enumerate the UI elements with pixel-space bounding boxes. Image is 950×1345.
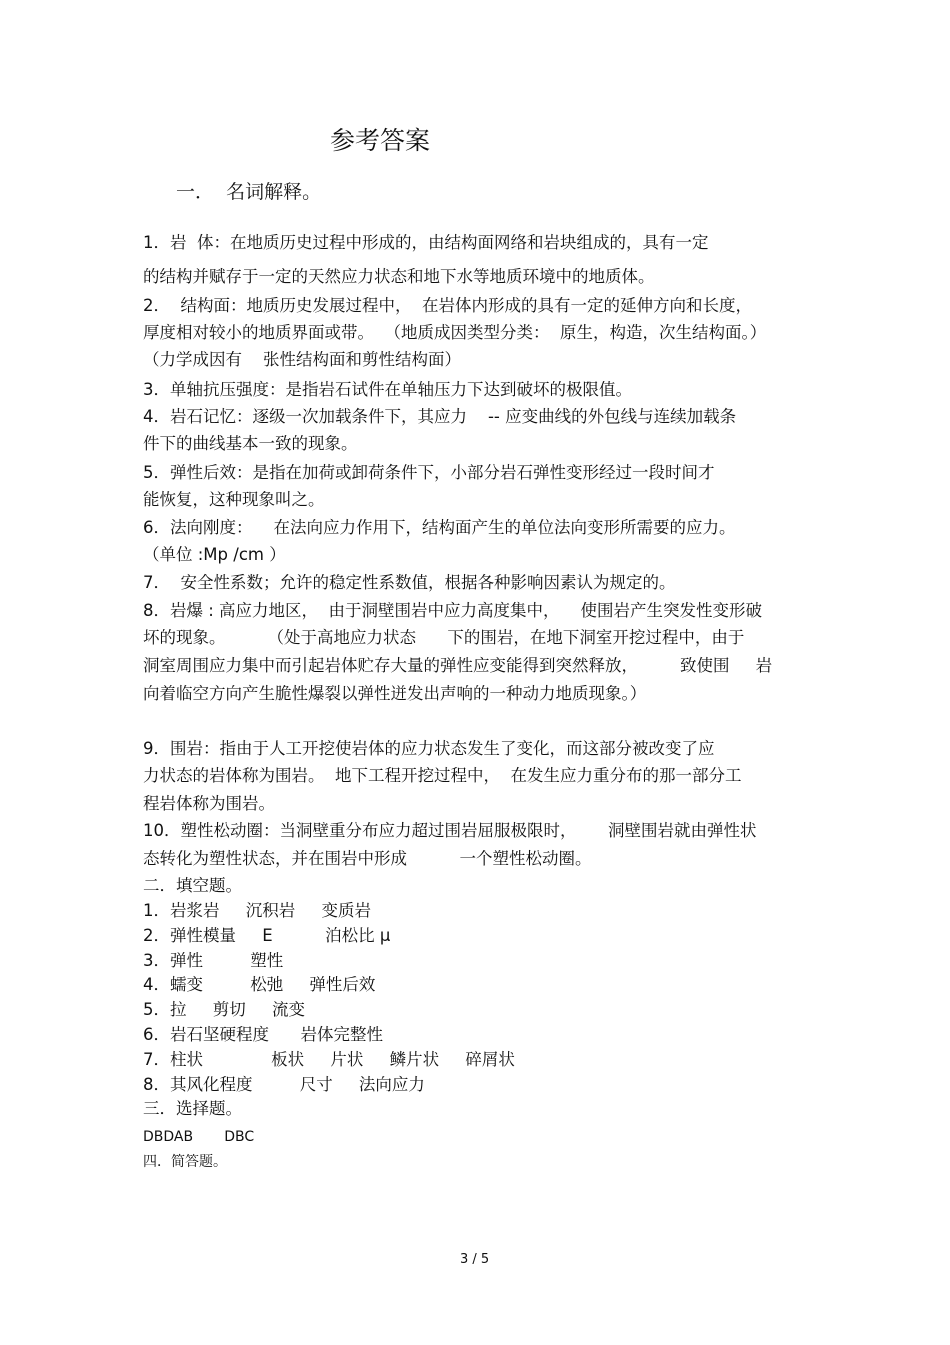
page-number: 3 / 5 bbox=[460, 1252, 490, 1267]
definition-line: 厚度相对较小的地质界面或带。 （地质成因类型分类： 原生，构造，次生结构面。） bbox=[143, 323, 767, 342]
definition-line: 力状态的岩体称为围岩。 地下工程开挖过程中， 在发生应力重分布的那一部分工 bbox=[143, 766, 742, 785]
definition-line: 能恢复，这种现象叫之。 bbox=[143, 490, 325, 509]
fill-blank-answer: 5．拉 剪切 流变 bbox=[143, 1000, 305, 1019]
definition-line: 件下的曲线基本一致的现象。 bbox=[143, 434, 358, 453]
definition-line: 7． 安全性系数；允许的稳定性系数值，根据各种影响因素认为规定的。 bbox=[143, 573, 676, 592]
page-title: 参考答案 bbox=[330, 126, 431, 155]
definition-line: 9．围岩：指由于人工开挖使岩体的应力状态发生了变化，而这部分被改变了应 bbox=[143, 739, 715, 758]
choice-answer: DBDAB DBC bbox=[143, 1129, 255, 1145]
definition-line: （力学成因有 张性结构面和剪性结构面） bbox=[143, 350, 461, 369]
fill-blank-answer: 3．弹性 塑性 bbox=[143, 951, 284, 970]
definition-line: 态转化为塑性状态，并在围岩中形成 一个塑性松动圈。 bbox=[143, 849, 592, 868]
definition-line: （单位 :Mp /cm ） bbox=[143, 545, 286, 564]
fill-blank-answer: 2．弹性模量 E 泊松比 μ bbox=[143, 926, 391, 945]
fill-blank-answer: 1．岩浆岩 沉积岩 变质岩 bbox=[143, 901, 371, 920]
definition-line: 4．岩石记忆：逐级一次加载条件下，其应力 -- 应变曲线的外包线与连续加载条 bbox=[143, 407, 737, 426]
definition-line: 8．岩爆 : 高应力地区， 由于洞壁围岩中应力高度集中， 使围岩产生突发性变形破 bbox=[143, 601, 763, 620]
definition-line: 2． 结构面：地质历史发展过程中， 在岩体内形成的具有一定的延伸方向和长度， bbox=[143, 296, 752, 315]
definition-line: 3．单轴抗压强度：是指岩石试件在单轴压力下达到破坏的极限值。 bbox=[143, 380, 632, 399]
definition-line: 5．弹性后效：是指在加荷或卸荷条件下，小部分岩石弹性变形经过一段时间才 bbox=[143, 463, 715, 482]
section-heading-short-answer: 四．简答题。 bbox=[143, 1154, 227, 1170]
fill-blank-answer: 6．岩石坚硬程度 岩体完整性 bbox=[143, 1025, 383, 1044]
definition-line: 的结构并赋存于一定的天然应力状态和地下水等地质环境中的地质体。 bbox=[143, 267, 655, 286]
fill-blank-answer: 8．其风化程度 尺寸 法向应力 bbox=[143, 1075, 425, 1094]
section-heading-definitions: 一． 名词解释。 bbox=[176, 181, 322, 203]
definition-line: 10．塑性松动圈：当洞壁重分布应力超过围岩屈服极限时， 洞壁围岩就由弹性状 bbox=[143, 821, 757, 840]
definition-line: 6．法向刚度： 在法向应力作用下，结构面产生的单位法向变形所需要的应力。 bbox=[143, 518, 736, 537]
definition-line: 程岩体称为围岩。 bbox=[143, 794, 275, 813]
section-heading-choice: 三．选择题。 bbox=[143, 1099, 242, 1118]
section-heading-fill-blanks: 二．填空题。 bbox=[143, 876, 242, 895]
definition-line: 洞室周围应力集中而引起岩体贮存大量的弹性应变能得到突然释放， 致使围 岩 bbox=[143, 656, 773, 675]
fill-blank-answer: 7．柱状 板状 片状 鳞片状 碎屑状 bbox=[143, 1050, 515, 1069]
definition-line: 坏的现象。 （处于高地应力状态 下的围岩，在地下洞室开挖过程中，由于 bbox=[143, 628, 745, 647]
definition-line: 向着临空方向产生脆性爆裂以弹性迸发出声响的一种动力地质现象。） bbox=[143, 684, 647, 703]
fill-blank-answer: 4．蠕变 松弛 弹性后效 bbox=[143, 975, 376, 994]
definition-line: 1．岩 体：在地质历史过程中形成的，由结构面网络和岩块组成的，具有一定 bbox=[143, 233, 709, 252]
